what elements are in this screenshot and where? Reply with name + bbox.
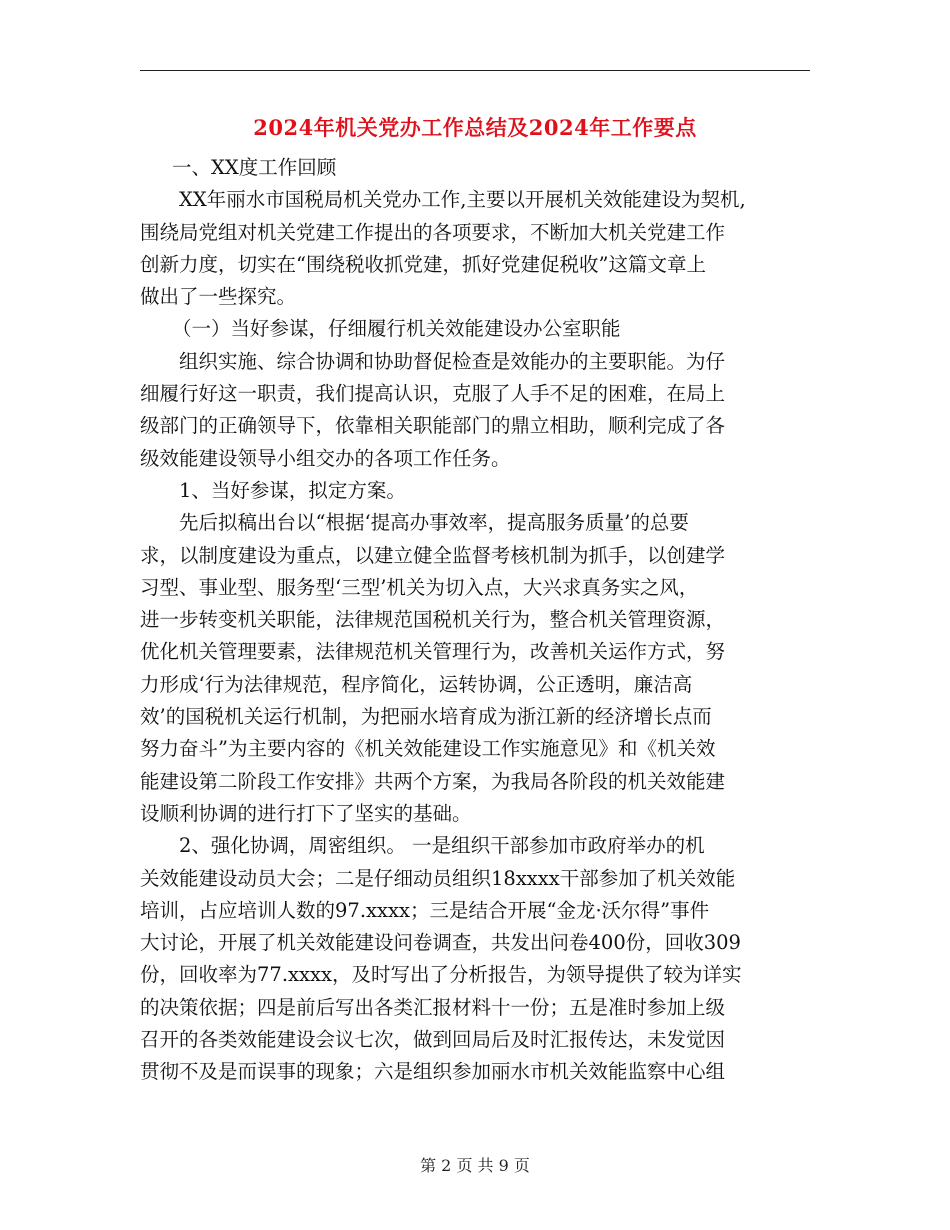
paragraph-line: 能建设第二阶段工作安排》共两个方案，为我局各阶段的机关效能建	[140, 769, 726, 793]
header-rule	[140, 70, 810, 71]
paragraph-line: XX年丽水市国税局机关党办工作,主要以开展机关效能建设为契机,	[179, 188, 746, 212]
paragraph-line: 大讨论，开展了机关效能建设问卷调查，共发出问卷400份，回收309	[140, 931, 741, 955]
paragraph-line: 的决策依据；四是前后写出各类汇报材料十一份；五是准时参加上级	[140, 995, 726, 1019]
paragraph-line: 份，回收率为77.xxxx，及时写出了分析报告，为领导提供了较为详实	[140, 963, 742, 987]
item-heading: 2、强化协调，周密组织。 一是组织干部参加市政府举办的机	[179, 834, 705, 858]
paragraph-line: 级部门的正确领导下，依靠相关职能部门的鼎立相助，顺利完成了各	[140, 414, 726, 438]
paragraph-line: 细履行好这一职责，我们提高认识，克服了人手不足的困难，在局上	[140, 382, 726, 406]
paragraph-line: 习型、事业型、服务型‘三型’机关为切入点，大兴求真务实之风，	[140, 575, 699, 599]
document-body	[140, 152, 810, 1089]
paragraph-line: 级效能建设领导小组交办的各项工作任务。	[140, 446, 511, 470]
paragraph-line: 创新力度，切实在“围绕税收抓党建，抓好党建促税收”这篇文章上	[140, 252, 706, 276]
document-title: 2024年机关党办工作总结及2024年工作要点	[253, 115, 697, 140]
page-number: 第 2 页 共 9 页	[420, 1156, 530, 1175]
item-heading: 1、当好参谋，拟定方案。	[179, 478, 406, 502]
paragraph-line: 努力奋斗”为主要内容的《机关效能建设工作实施意见》和《机关效	[140, 737, 716, 761]
paragraph-line: 效’的国税机关运行机制，为把丽水培育成为浙江新的经济增长点而	[140, 705, 712, 729]
paragraph-line: 召开的各类效能建设会议七次，做到回局后及时汇报传达，未发觉因	[140, 1028, 726, 1052]
paragraph-line: 围绕局党组对机关党建工作提出的各项要求，不断加大机关党建工作	[140, 220, 726, 244]
subsection-heading: （一）当好参谋，仔细履行机关效能建设办公室职能	[172, 317, 621, 341]
paragraph-line: 优化机关管理要素，法律规范机关管理行为，改善机关运作方式，努	[140, 640, 726, 664]
paragraph-line: 培训，占应培训人数的97.xxxx；三是结合开展“金龙·沃尔得”事件	[140, 898, 710, 922]
paragraph-line: 求，以制度建设为重点，以建立健全监督考核机制为抓手，以创建学	[140, 543, 726, 567]
paragraph-line: 设顺利协调的进行打下了坚实的基础。	[140, 801, 472, 825]
paragraph-line: 做出了一些探究。	[140, 285, 297, 309]
paragraph-line: 关效能建设动员大会；二是仔细动员组织18xxxx干部参加了机关效能	[140, 866, 736, 890]
section-heading: 一、XX度工作回顾	[172, 156, 337, 179]
paragraph-line: 力形成‘行为法律规范，程序简化，运转协调，公正透明，廉洁高	[140, 672, 693, 696]
paragraph-line: 进一步转变机关职能，法律规范国税机关行为，整合机关管理资源，	[140, 608, 726, 632]
paragraph-line: 先后拟稿出台以“根据‘提高办事效率，提高服务质量’的总要	[179, 511, 689, 535]
paragraph-line: 组织实施、综合协调和协助督促检查是效能办的主要职能。为仔	[179, 349, 726, 373]
paragraph-line: 贯彻不及是而误事的现象；六是组织参加丽水市机关效能监察中心组	[140, 1060, 726, 1084]
